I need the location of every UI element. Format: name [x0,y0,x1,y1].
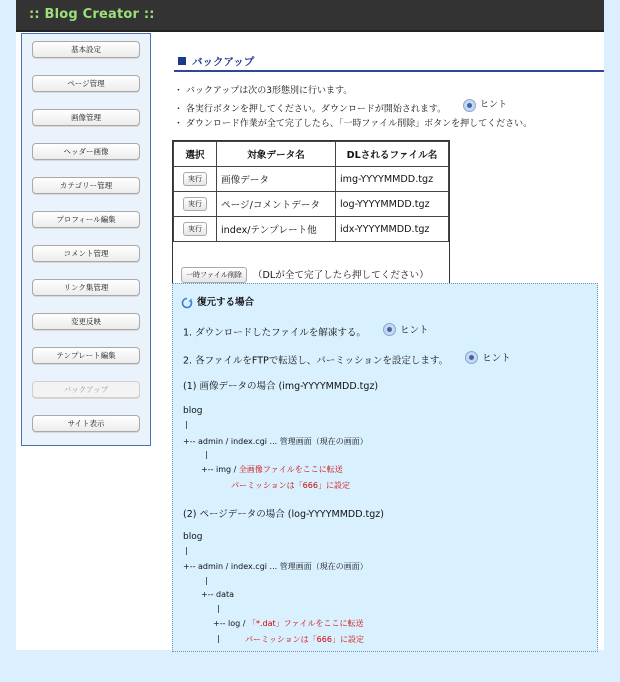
restore-subtitle-1: (1) 画像データの場合 (img-YYYYMMDD.tgz) [183,381,379,392]
main-content [164,30,604,650]
hint-label: ヒント [399,325,429,336]
table-row [174,217,449,242]
sidebar-item-basic-settings[interactable]: 基本設定 [32,41,140,58]
refresh-icon [181,297,193,309]
section-title: バックアップ [192,56,255,68]
square-icon [178,57,186,65]
sidebar-item-apply-changes[interactable]: 変更反映 [32,313,140,330]
restore-title: 復元する場合 [197,297,255,308]
target-name: ページ/コメントデータ [217,192,336,217]
tree2-root: blog [183,532,203,542]
column-header: 選択 [174,142,217,167]
header-bar [16,0,604,32]
tree2-log-row [213,618,364,629]
file-name: log-YYYYMMDD.tgz [336,192,449,217]
delete-row [181,267,429,283]
execute-button-log[interactable]: 実行 [183,197,207,211]
tree2-bar4: | [217,634,220,643]
tree2-log: +-- log / [213,619,248,628]
delete-temp-files-button[interactable]: 一時ファイル削除 [181,267,247,283]
table-header-row [174,142,449,167]
hint-icon [383,323,396,336]
tree2-permission: パーミッションは「666」に設定 [245,635,364,644]
execute-button-img[interactable]: 実行 [183,172,207,186]
hint-link[interactable] [383,322,429,336]
tree1-bar2: | [205,450,208,459]
instruction-2: ・ 各実行ボタンを押してください。ダウンロードが開始されます。 [174,104,447,115]
sidebar-item-page-management[interactable]: ページ管理 [32,75,140,92]
target-name: 画像データ [217,167,336,192]
hint-label: ヒント [480,100,508,110]
tree1-img: +-- img / [201,465,239,474]
sidebar-item-link-management[interactable]: リンク集管理 [32,279,140,296]
restore-step2-row [183,350,511,367]
sidebar [21,33,151,446]
tree2-log-note: 「*.dat」ファイルをここに転送 [248,619,364,628]
table-row [174,192,449,217]
restore-subtitle-2: (2) ページデータの場合 (log-YYYYMMDD.tgz) [183,509,384,520]
backup-table [172,140,450,292]
restore-panel [172,283,598,652]
tree1-root: blog [183,406,203,416]
hint-icon [463,99,476,112]
instructions [174,84,532,131]
file-name: idx-YYYYMMDD.tgz [336,217,449,242]
restore-step2: 2. 各ファイルをFTPで転送し、パーミッションを設定します。 [183,355,449,367]
sidebar-item-header-image[interactable]: ヘッダー画像 [32,143,140,160]
hint-link[interactable] [463,98,507,112]
tree2-admin: +-- admin / index.cgi ... 管理画面（現在の画面） [183,562,368,571]
execute-button-idx[interactable]: 実行 [183,222,207,236]
hint-label: ヒント [482,353,511,364]
tree2-data: +-- data [201,590,235,599]
tree1-admin: +-- admin / index.cgi ... 管理画面（現在の画面） [183,437,368,446]
sidebar-item-comment-management[interactable]: コメント管理 [32,245,140,262]
sidebar-item-backup: バックアップ [32,381,140,398]
tree1-permission: パーミッションは「666」に設定 [231,481,350,490]
sidebar-item-category-management[interactable]: カテゴリー管理 [32,177,140,194]
tree1-img-row [201,464,343,475]
section-header [174,54,604,72]
column-header: DLされるファイル名 [336,142,449,167]
tree1-bar1: | [185,420,188,429]
tree2-bar1: | [185,546,188,555]
file-name: img-YYYYMMDD.tgz [336,167,449,192]
hint-icon [465,351,478,364]
tree2-bar3: | [217,604,220,613]
sidebar-item-profile-edit[interactable]: プロフィール編集 [32,211,140,228]
instruction-2-row [174,98,532,117]
hint-link[interactable] [465,350,511,364]
sidebar-item-image-management[interactable]: 画像管理 [32,109,140,126]
instruction-3: ・ ダウンロード作業が全て完了したら、「一時ファイル削除」ボタンを押してください。 [174,118,533,129]
app-frame [16,0,604,650]
table-row [174,167,449,192]
delete-note: （DLが全て完了したら押してください） [252,270,429,281]
restore-title-row [181,294,254,309]
restore-step1: 1. ダウンロードしたファイルを解凍する。 [183,327,366,339]
target-name: index/テンプレート他 [217,217,336,242]
sidebar-item-view-site[interactable]: サイト表示 [32,415,140,432]
sidebar-item-template-edit[interactable]: テンプレート編集 [32,347,140,364]
restore-step1-row [183,322,428,339]
instruction-1: ・ バックアップは次の3形態別に行います。 [174,86,353,96]
app-title: :: Blog Creator :: [29,7,155,22]
tree2-bar2: | [205,576,208,585]
column-header: 対象データ名 [217,142,336,167]
tree1-img-note: 全画像ファイルをここに転送 [238,465,343,474]
